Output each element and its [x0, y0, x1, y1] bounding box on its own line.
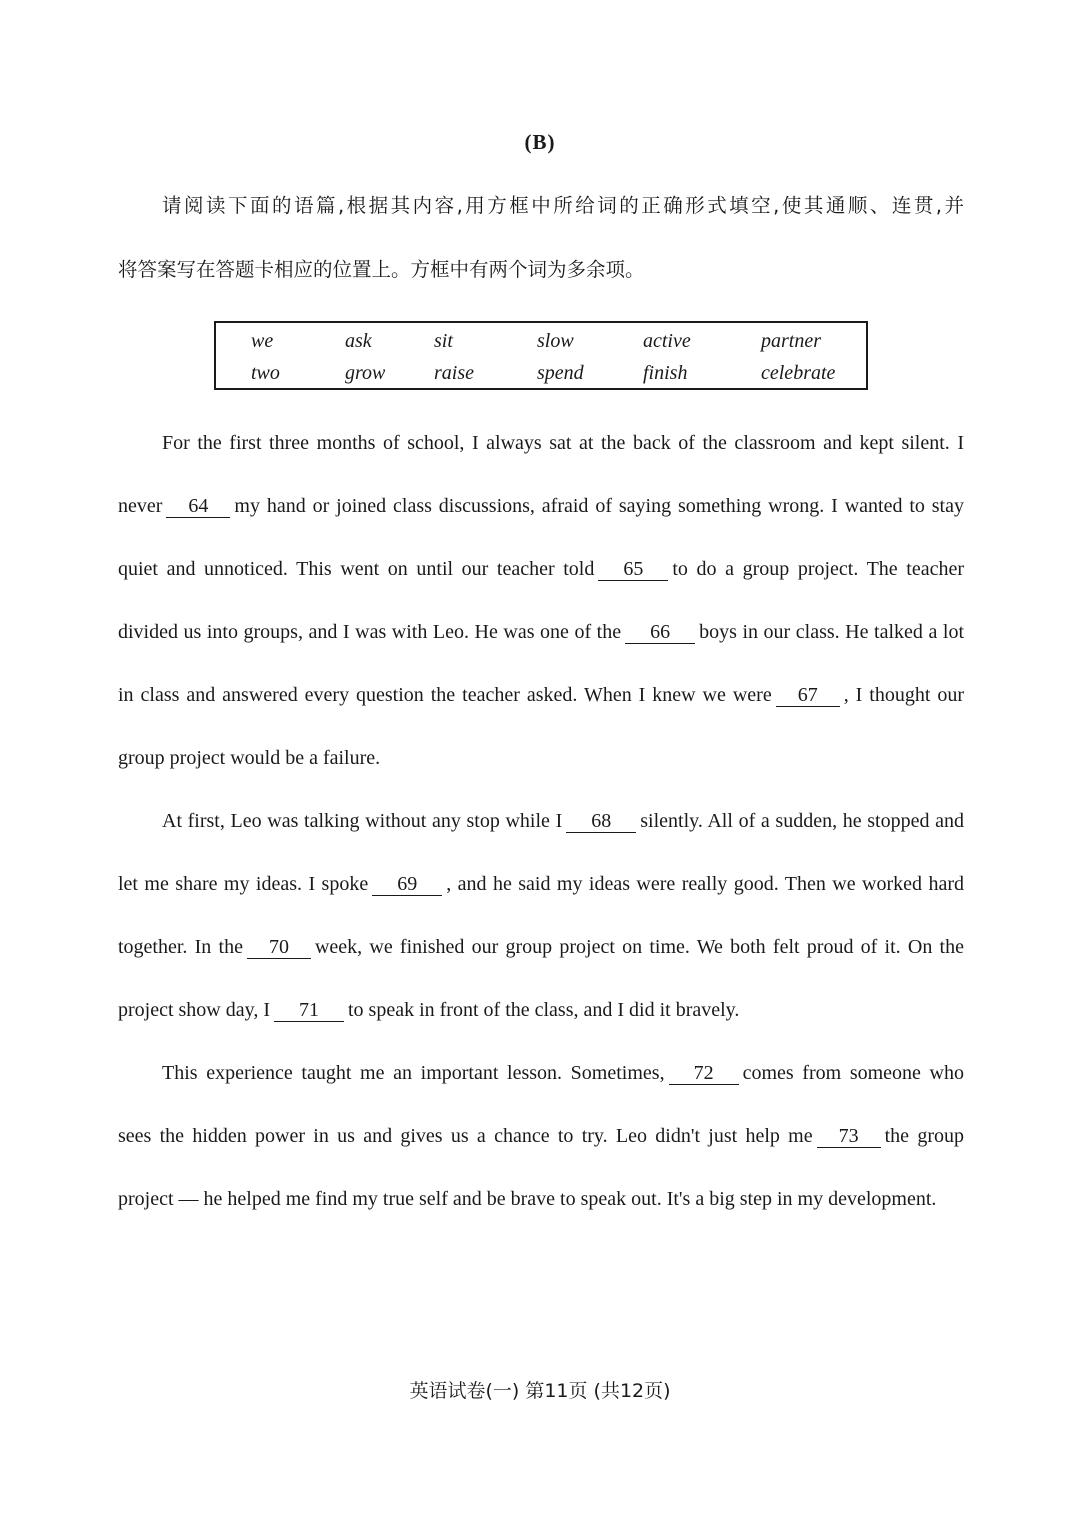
passage-text: , I thought our group project would be a failure. [118, 684, 965, 769]
blank-72: 72 [669, 1062, 739, 1085]
word-bank-item: raise [434, 362, 474, 384]
word-bank-item: grow [345, 362, 386, 384]
blank-64: 64 [166, 495, 230, 518]
word-bank-box [214, 321, 868, 390]
word-bank-item: partner [761, 330, 821, 352]
passage-paragraph-2 [118, 790, 964, 1042]
passage-text: boys in our class. He talked a lot in class and answered every question the teacher asked. When I knew we were [118, 621, 965, 706]
passage-text: to do a group project. The teacher divided us into groups, and I was with Leo. He was one of the [118, 558, 964, 643]
word-bank-item: we [251, 330, 274, 352]
blank-69: 69 [372, 873, 442, 896]
blank-70: 70 [247, 936, 311, 959]
blank-68: 68 [566, 810, 636, 833]
word-bank-item: slow [537, 330, 574, 352]
page-footer: 英语试卷(一) 第11页 (共12页) [409, 1380, 671, 1402]
passage-text: to speak in front of the class, and I did it bravely. [348, 999, 740, 1021]
instruction-line-2: 将答案写在答题卡相应的位置上。方框中有两个词为多余项。 [118, 258, 645, 281]
blank-65: 65 [598, 558, 668, 581]
word-bank-item: spend [537, 362, 584, 384]
passage-text: For the first three months of school, I always sat at the back of the classroom and kept silent. I never [118, 432, 964, 517]
word-bank-row-2 [216, 362, 866, 392]
blank-71: 71 [274, 999, 344, 1022]
passage-text: At first, Leo was talking without any stop while I [162, 810, 563, 832]
section-heading: (B) [524, 130, 556, 154]
word-bank-item: celebrate [761, 362, 836, 384]
instructions [118, 174, 964, 302]
instruction-line-1: 请阅读下面的语篇,根据其内容,用方框中所给词的正确形式填空,使其通顺、连贯,并 [162, 194, 964, 217]
passage-paragraph-3 [118, 1042, 964, 1231]
blank-73: 73 [817, 1125, 881, 1148]
word-bank-item: ask [345, 330, 372, 352]
passage-text: This experience taught me an important lesson. Sometimes, [162, 1062, 665, 1084]
passage-text: silently. All of a sudden, he stopped and let me share my ideas. I spoke [118, 810, 964, 895]
passage-paragraph-1 [118, 412, 964, 790]
reading-passage [118, 412, 964, 1231]
passage-text: the group project — he helped me find my true self and be brave to speak out. It's a big step in my development. [118, 1125, 965, 1210]
word-bank-item: active [643, 330, 691, 352]
word-bank-item: two [251, 362, 280, 384]
word-bank-item: sit [434, 330, 453, 352]
passage-text: , and he said my ideas were really good. Then we worked hard together. In the [118, 873, 964, 958]
word-bank-item: finish [643, 362, 688, 384]
passage-text: comes from someone who sees the hidden power in us and gives us a chance to try. Leo didn't just help me [118, 1062, 964, 1147]
passage-text: week, we finished our group project on time. We both felt proud of it. On the project show day, I [118, 936, 964, 1021]
word-bank-row-1 [216, 330, 866, 360]
blank-67: 67 [776, 684, 840, 707]
passage-text: my hand or joined class discussions, afraid of saying something wrong. I wanted to stay quiet and unnoticed. This went on until our teacher told [118, 495, 964, 580]
blank-66: 66 [625, 621, 695, 644]
